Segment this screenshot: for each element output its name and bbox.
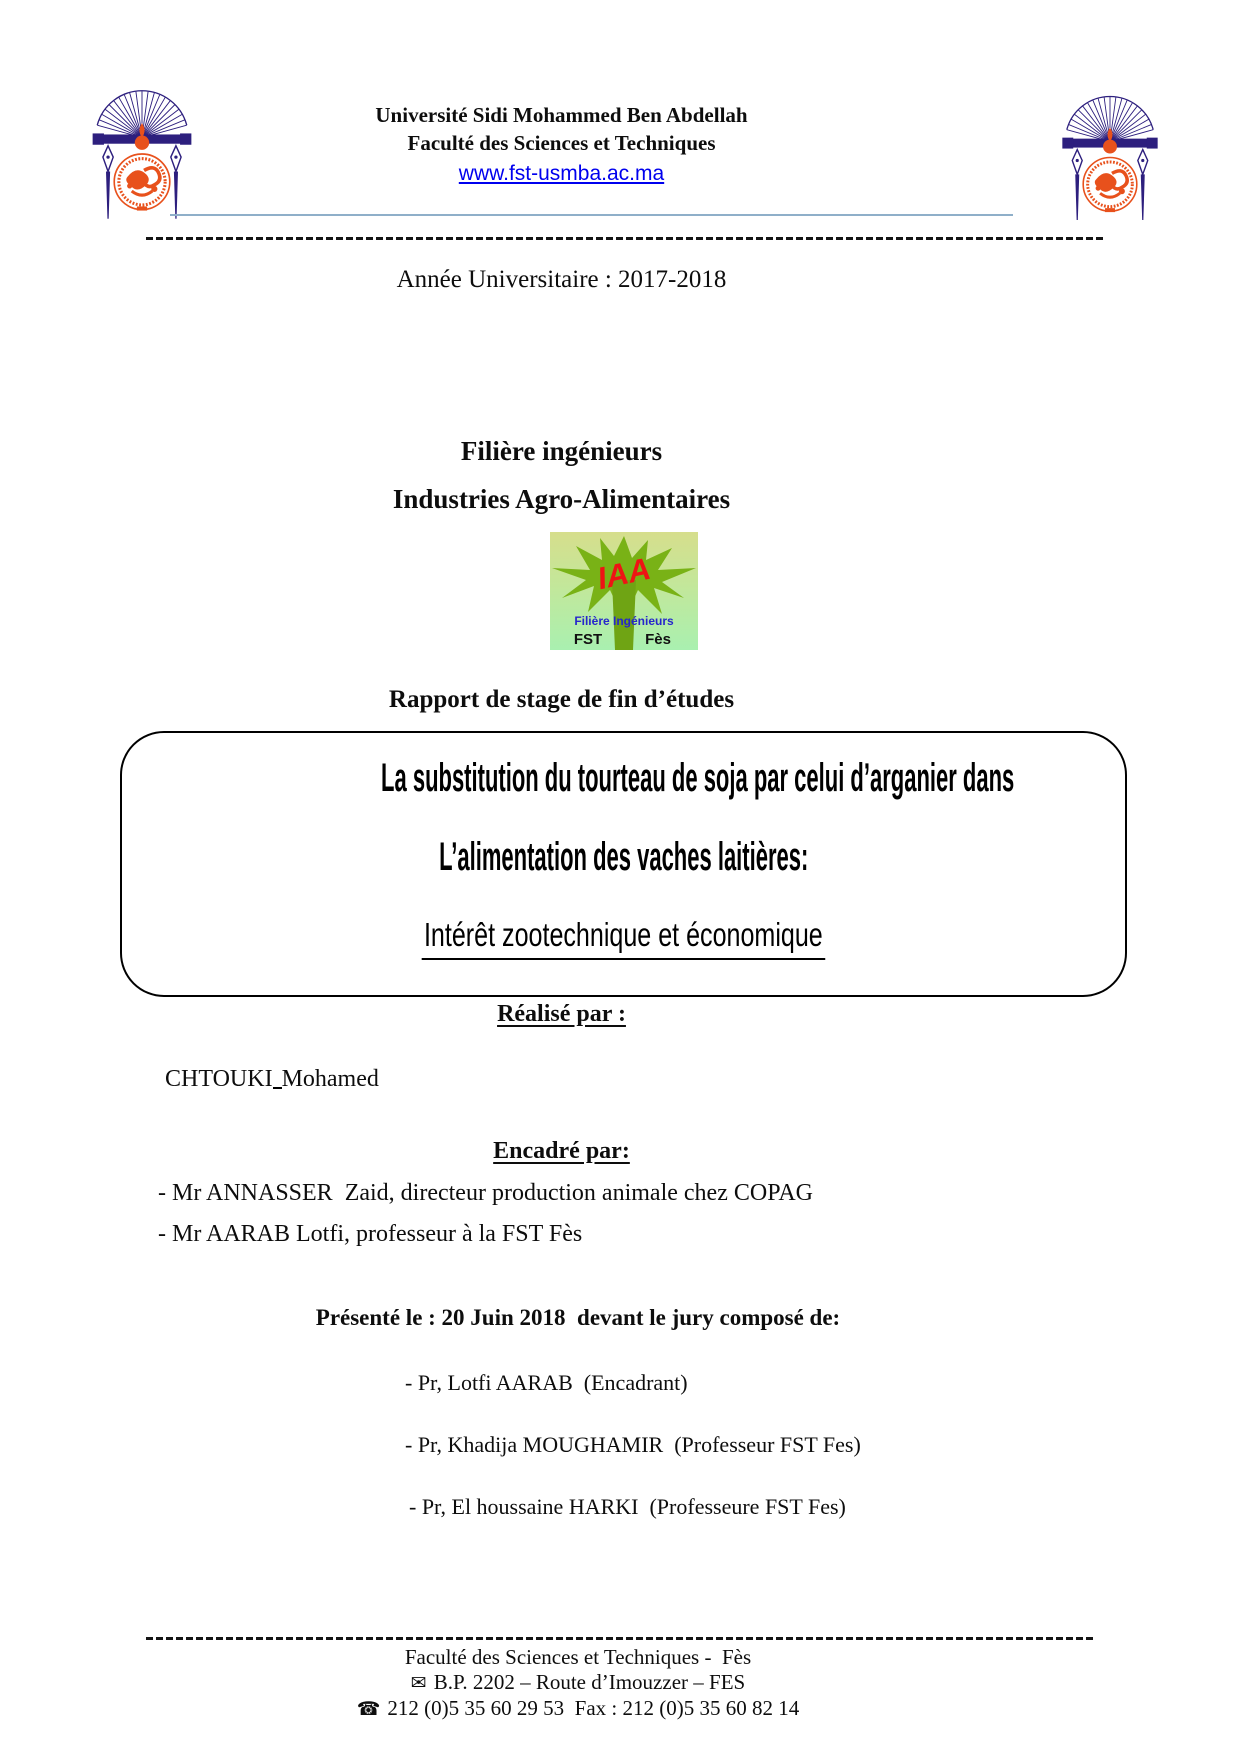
encadre-par-heading: Encadré par: bbox=[493, 1138, 630, 1164]
iaa-school: FST bbox=[573, 631, 603, 648]
program-line2: Industries Agro-Alimentaires bbox=[392, 484, 731, 514]
title-line1: La substitution du tourteau de soja par celui d’arganier dans bbox=[381, 756, 1015, 800]
header-rule bbox=[170, 214, 1013, 216]
header bbox=[113, 101, 1010, 190]
phone-icon: ☎ bbox=[356, 1698, 381, 1720]
iaa-acronym: IAA bbox=[594, 550, 654, 597]
footer-faculty-line: Faculté des Sciences et Techniques - Fès bbox=[404, 1645, 752, 1669]
report-type: Rapport de stage de fin d’études bbox=[388, 686, 735, 713]
footer-phone-line: ☎ 212 (0)5 35 60 29 53 Fax : 212 (0)5 35 60 82 14 bbox=[356, 1696, 800, 1720]
supervisor-item-2: - Mr AARAB Lotfi, professeur à la FST Fès bbox=[158, 1221, 583, 1247]
iaa-city: Fès bbox=[645, 631, 671, 648]
top-dashed-divider bbox=[146, 237, 1103, 240]
footer-address-line: ✉ B.P. 2202 – Route d’Imouzzer – FES bbox=[410, 1670, 746, 1694]
jury-member-2: - Pr, Khadija MOUGHAMIR (Professeur FST Fes) bbox=[405, 1432, 861, 1457]
title-line3: Intérêt zootechnique et économique bbox=[422, 915, 825, 960]
website-link[interactable]: www.fst-usmba.ac.ma bbox=[458, 162, 665, 185]
author-name-separator bbox=[273, 1081, 282, 1089]
iaa-starburst-icon bbox=[550, 532, 698, 650]
envelope-icon: ✉ bbox=[410, 1672, 427, 1694]
title-box bbox=[120, 731, 1127, 997]
university-emblem-logo-right bbox=[1060, 88, 1160, 227]
realise-par-heading: Réalisé par : bbox=[497, 1001, 626, 1027]
academic-year: Année Universitaire : 2017-2018 bbox=[396, 266, 727, 293]
footer bbox=[113, 1645, 1043, 1722]
author-first-name: CHTOUKI bbox=[165, 1066, 273, 1092]
university-name: Université Sidi Mohammed Ben Abdellah bbox=[375, 103, 748, 127]
author-name bbox=[165, 1066, 379, 1093]
faculty-name: Faculté des Sciences et Techniques bbox=[407, 131, 716, 155]
author-last-name: Mohamed bbox=[281, 1066, 379, 1092]
iaa-caption: Filière Ingénieurs bbox=[574, 614, 674, 628]
jury-member-1: - Pr, Lotfi AARAB (Encadrant) bbox=[405, 1370, 688, 1395]
program-line1: Filière ingénieurs bbox=[460, 436, 663, 466]
jury-member-3: - Pr, El houssaine HARKI (Professeure FST Fes) bbox=[409, 1494, 846, 1519]
jury-heading: Présenté le : 20 Juin 2018 devant le jury composé de: bbox=[315, 1305, 841, 1330]
iaa-program-logo bbox=[550, 532, 698, 650]
title-line2: L’alimentation des vaches laitières: bbox=[438, 835, 809, 879]
supervisor-item-1: - Mr ANNASSER Zaid, directeur production animale chez COPAG bbox=[158, 1180, 813, 1206]
footer-dashed-divider bbox=[146, 1637, 1096, 1640]
